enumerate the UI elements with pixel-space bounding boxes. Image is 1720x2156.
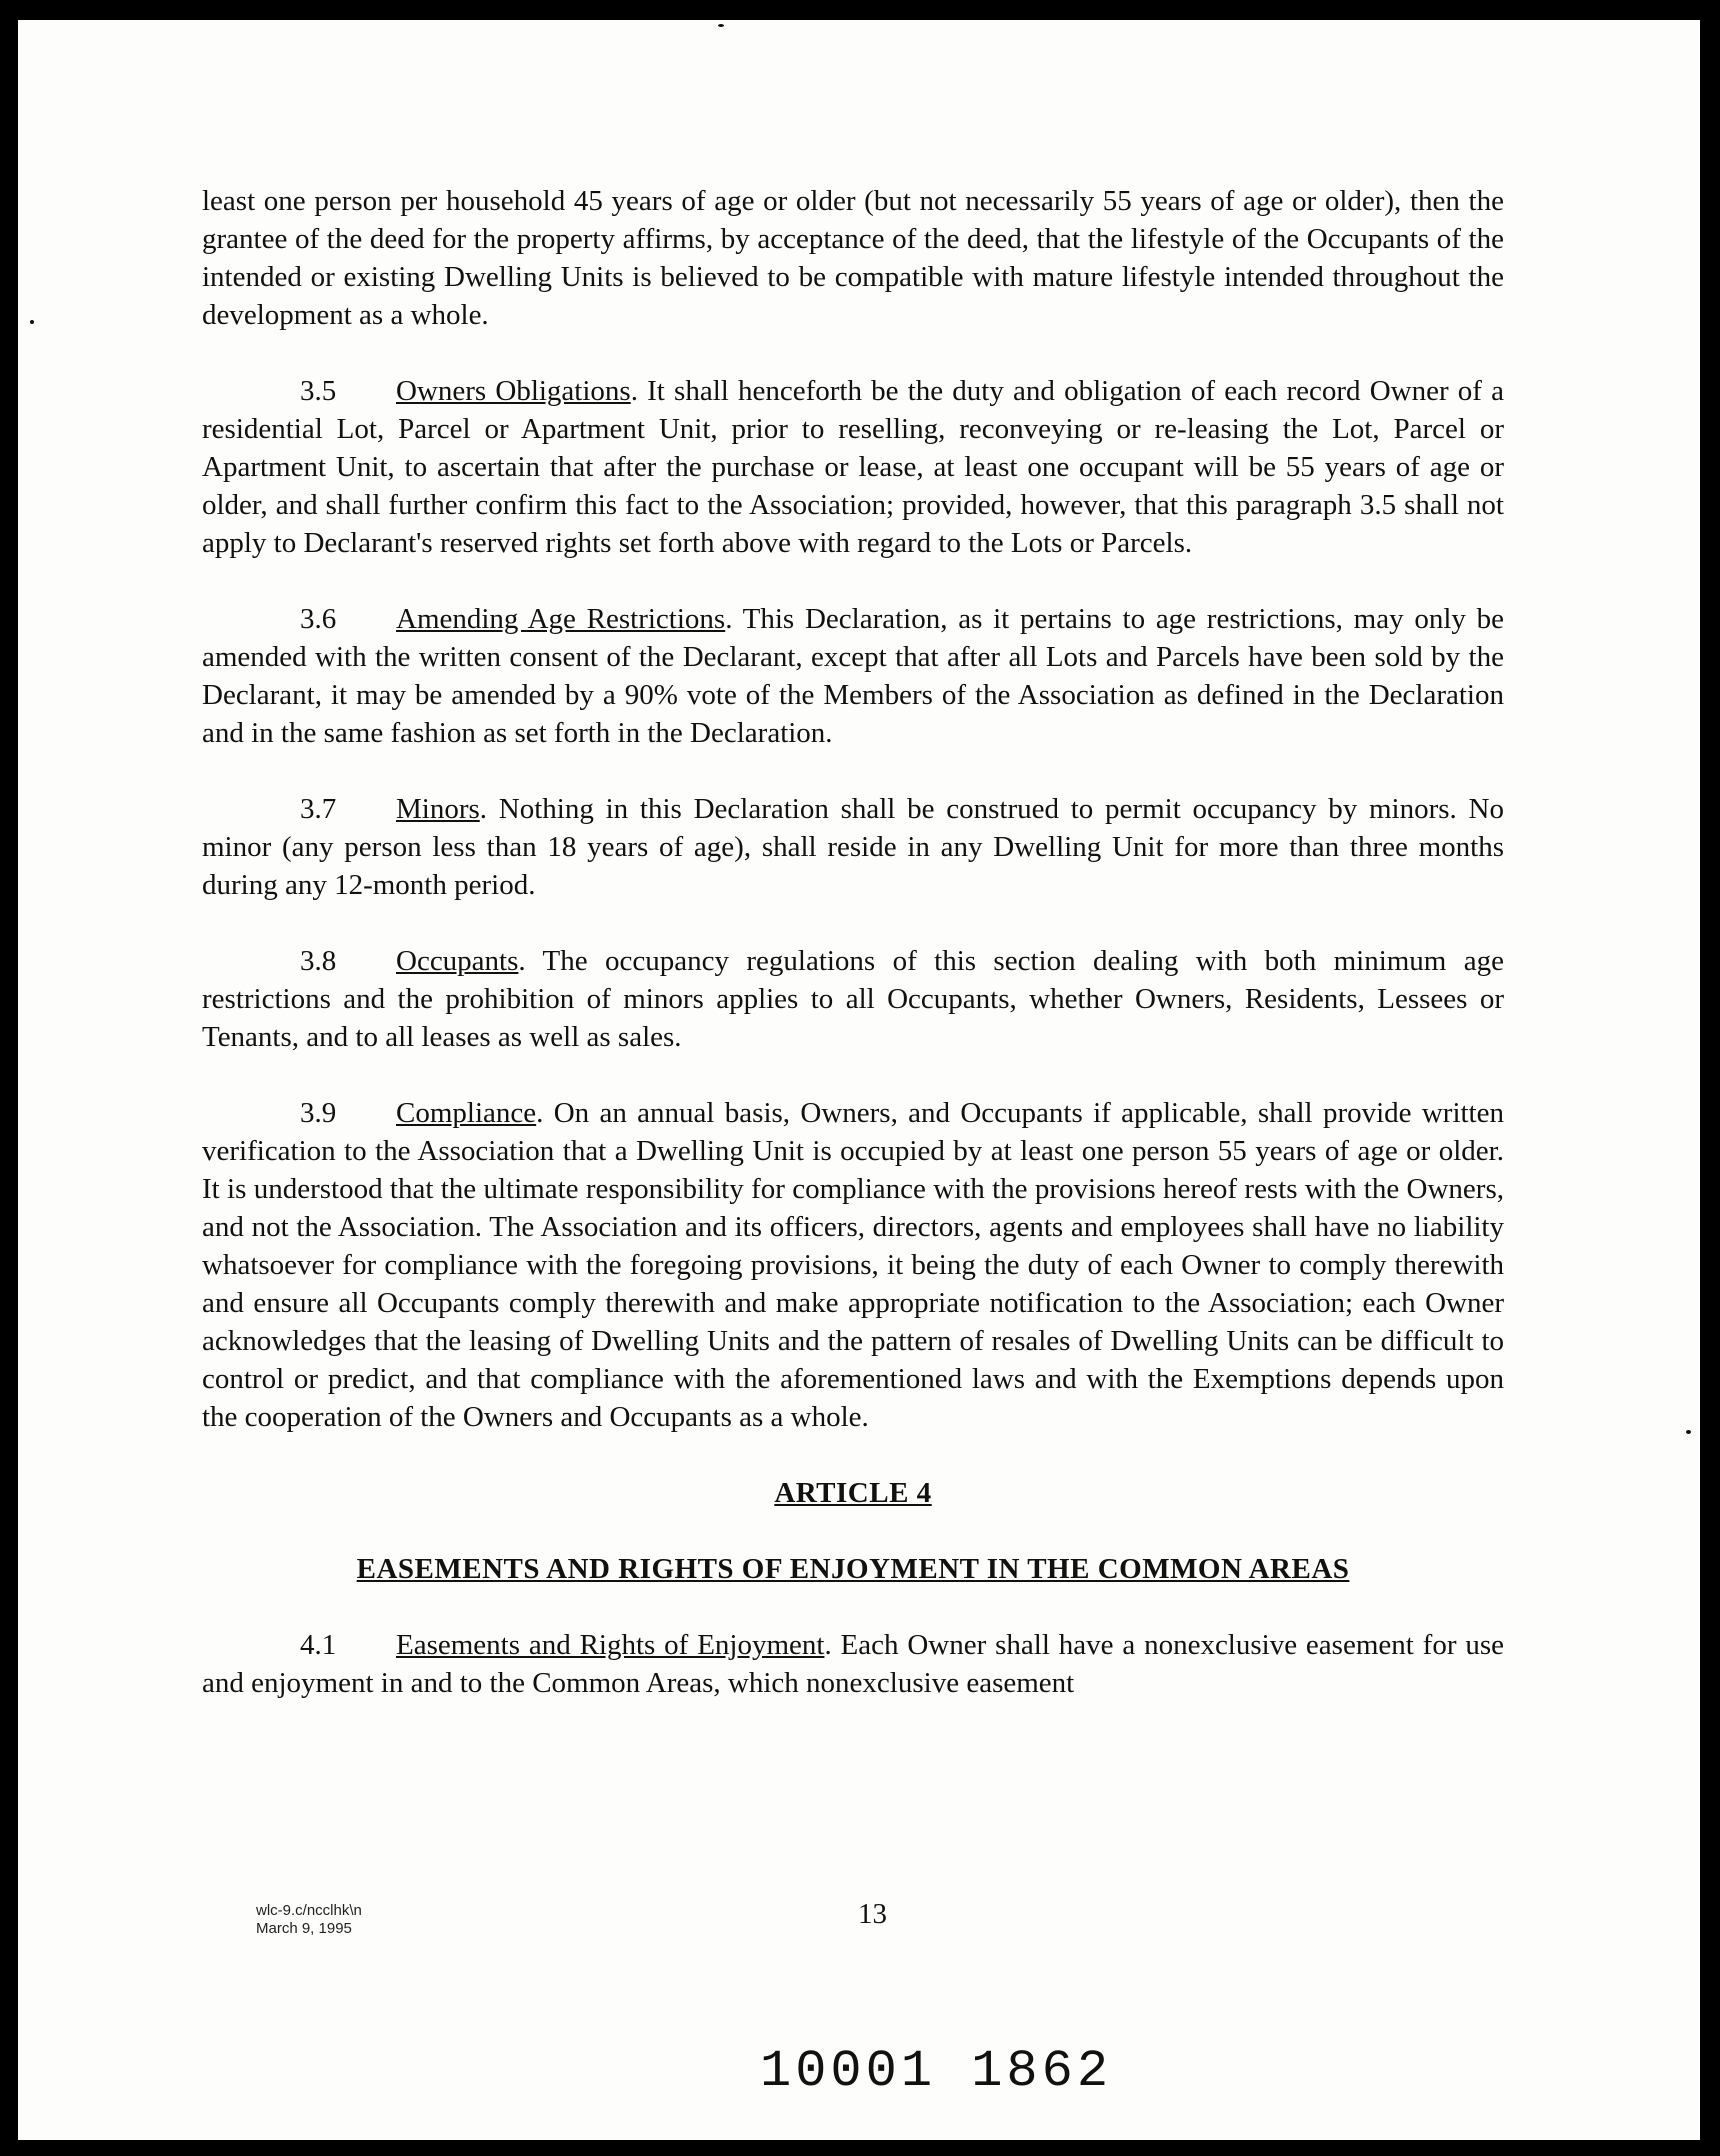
- article-title: EASEMENTS AND RIGHTS OF ENJOYMENT IN THE COMMON AREAS: [356, 1553, 1350, 1585]
- section-3-9: [202, 1094, 1504, 1436]
- section-number: 4.1: [300, 1629, 337, 1661]
- section-heading: Minors: [396, 793, 480, 825]
- scan-speck: [30, 320, 34, 324]
- document-body: [202, 182, 1504, 1740]
- section-number: 3.6: [300, 603, 337, 635]
- section-number: 3.8: [300, 945, 337, 977]
- section-heading: Occupants: [396, 945, 519, 977]
- section-3-8: [202, 942, 1504, 1056]
- section-number: 3.7: [300, 793, 337, 825]
- scan-speck: [718, 24, 724, 27]
- section-number: 3.5: [300, 375, 337, 407]
- section-3-5: [202, 372, 1504, 562]
- section-3-7: [202, 790, 1504, 904]
- footer-date: March 9, 1995: [256, 1920, 352, 1937]
- file-ref: wlc-9.c/ncclhk\n: [256, 1902, 362, 1919]
- section-number: 3.9: [300, 1097, 337, 1129]
- section-4-1: [202, 1626, 1504, 1702]
- section-3-6: [202, 600, 1504, 752]
- section-text: . On an annual basis, Owners, and Occupants if applicable, shall provide written verification to the Association that a Dwelling Unit is occupied by at least one person 55 years of age or older. It is understood that the ultimate responsibility for compliance with the provisions hereof rests with the Owners, and not the Association. The Association and its officers, directors, agents and employees shall have no liability whatsoever for compliance with the foregoing provisions, it being the duty of each Owner to comply therewith and ensure all Occupants comply therewith and make appropriate notification to the Association; each Owner acknowledges that the leasing of Dwelling Units and the pattern of resales of Dwelling Units can be difficult to control or predict, and that compliance with the aforementioned laws and with the Exemptions depends upon the cooperation of the Owners and Occupants as a whole.: [202, 1097, 1504, 1433]
- paragraph-text: least one person per household 45 years of age or older (but not necessarily 55 years of age or older), then the grantee of the deed for the property affirms, by acceptance of the deed, that the lifestyle of the Occupants of the intended or existing Dwelling Units is believed to be compatible with mature lifestyle intended throughout the development as a whole.: [202, 185, 1504, 331]
- section-heading: Owners Obligations: [396, 375, 631, 407]
- recording-stamp: 10001 1862: [760, 2042, 1113, 2101]
- section-text: . It shall henceforth be the duty and obligation of each record Owner of a residential Lot, Parcel or Apartment Unit, prior to reselling, reconveying or re-leasing the Lot, Parcel or Apartment Unit, to ascertain that after the purchase or lease, at least one occupant will be 55 years of age or older, and shall further confirm this fact to the Association; provided, however, that this paragraph 3.5 shall not apply to Declarant's reserved rights set forth above with regard to the Lots or Parcels.: [202, 375, 1505, 559]
- footer-file-reference: [256, 1902, 362, 1938]
- section-text: . This Declaration, as it pertains to age restrictions, may only be amended with the written consent of the Declarant, except that after all Lots and Parcels have been sold by the Declarant, it may be amended by a 90% vote of the Members of the Association as defined in the Declaration and in the same fashion as set forth in the Declaration.: [202, 603, 1504, 749]
- article-number: ARTICLE 4: [774, 1477, 932, 1509]
- section-heading: Compliance: [396, 1097, 537, 1129]
- section-heading: Easements and Rights of Enjoyment: [396, 1629, 825, 1661]
- page-number: 13: [858, 1898, 887, 1930]
- section-heading: Amending Age Restrictions: [396, 603, 726, 635]
- paragraph-continuation: [202, 182, 1504, 334]
- section-text: . Nothing in this Declaration shall be construed to permit occupancy by minors. No minor (any person less than 18 years of age), shall reside in any Dwelling Unit for more than three months during any 12-month period.: [202, 793, 1504, 901]
- section-text: . The occupancy regulations of this section dealing with both minimum age restrictions and the prohibition of minors applies to all Occupants, whether Owners, Residents, Lessees or Tenants, and to all leases as well as sales.: [202, 945, 1504, 1053]
- scan-speck: [1686, 1430, 1691, 1434]
- section-text: . Each Owner shall have a nonexclusive easement for use and enjoyment in and to the Common Areas, which nonexclusive easement: [202, 1629, 1504, 1699]
